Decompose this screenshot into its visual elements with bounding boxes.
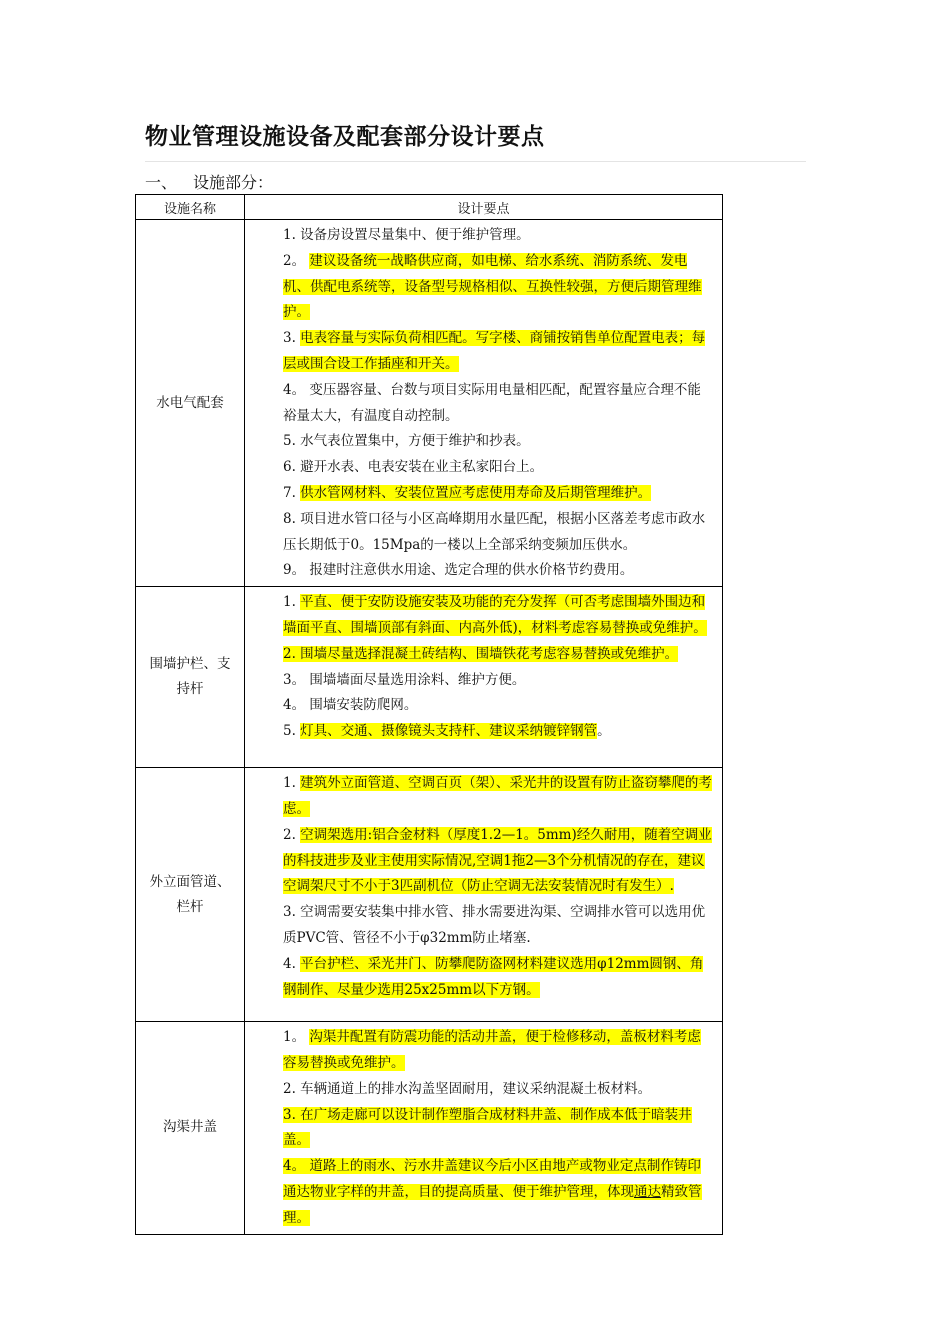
design-points-cell — [245, 587, 723, 768]
design-point — [283, 378, 714, 430]
design-point — [283, 558, 714, 584]
design-point-text: 5. 水气表位置集中，方便于维护和抄表。 — [283, 433, 530, 450]
design-point — [283, 719, 714, 745]
section-number: 一、 — [145, 173, 178, 192]
design-point-text: 8. 项目进水管口径与小区高峰期用水量匹配，根据小区落差考虑市政水压长期低于0。15Mpa的一楼以上全部采纳变频加压供水。 — [283, 510, 706, 553]
design-point — [283, 1025, 714, 1077]
design-point-text: 1. — [283, 594, 301, 611]
design-point-text: 通达 — [634, 1183, 661, 1200]
design-point — [283, 1103, 714, 1155]
design-point-text: 4。 变压器容量、台数与项目实际用电量相匹配，配置容量应合理不能裕量太大，有温度自动控制。 — [283, 381, 701, 424]
facility-name-cell: 围墙护栏、支持杆 — [136, 587, 245, 768]
design-point-text: 1. — [283, 775, 301, 792]
design-point — [283, 249, 714, 326]
design-point-text: 3. — [283, 330, 301, 347]
design-points-cell — [245, 220, 723, 587]
facility-name-cell: 水电气配套 — [136, 220, 245, 587]
design-point-text: 1。 — [283, 1029, 310, 1046]
design-point — [283, 693, 714, 719]
design-point — [283, 1077, 714, 1103]
design-point-text: 5. — [283, 723, 301, 740]
design-point-text: 2。 — [283, 252, 310, 269]
design-point-text: 7. — [283, 484, 301, 501]
facility-name-cell: 沟渠井盖 — [136, 1022, 245, 1234]
design-points-cell — [245, 1022, 723, 1234]
table-row — [136, 220, 723, 587]
design-point-text: 电表容量与实际负荷相匹配。写字楼、商铺按销售单位配置电表；每层或围合设工作插座和开关。 — [283, 330, 706, 372]
design-point-text: 3。 围墙墙面尽量选用涂料、维护方便。 — [283, 671, 526, 688]
design-point — [283, 823, 714, 900]
design-point-text: 6. 避开水表、电表安装在业主私家阳台上。 — [283, 459, 544, 476]
design-point — [283, 429, 714, 455]
table-row — [136, 1022, 723, 1234]
design-points-cell — [245, 768, 723, 1022]
design-point-text: 3. 空调需要安装集中排水管、排水需要进沟渠、空调排水管可以选用优质PVC管、管径不小于φ32mm防止堵塞. — [283, 904, 706, 946]
table-header-row — [136, 195, 723, 220]
design-point — [283, 590, 714, 642]
design-point — [283, 771, 714, 823]
design-point-text: 1. 设备房设置尽量集中、便于维护管理。 — [283, 227, 530, 243]
design-point-text: 建议设备统一战略供应商，如电梯、给水系统、消防系统、发电机、供配电系统等，设备型号规格相似、互换性较强，方便后期管理维护。 — [283, 252, 702, 321]
design-point — [283, 223, 714, 249]
header-design-points: 设计要点 — [245, 195, 723, 220]
design-point-text: 平台护栏、采光井门、防攀爬防盗网材料建议选用φ12mm圆钢、角钢制作、尽量少选用25x25mm以下方钢。 — [283, 955, 704, 998]
table-row — [136, 587, 723, 768]
design-point — [283, 642, 714, 668]
design-point-text: 2. 围墙尽量选择混凝土砖结构、围墙铁花考虑容易替换或免维护。 — [283, 645, 679, 662]
design-point-text: 2. — [283, 826, 301, 843]
section-heading — [145, 170, 273, 193]
design-point — [283, 455, 714, 481]
design-point-text: 4。 围墙安装防爬网。 — [283, 697, 418, 714]
design-point — [283, 481, 714, 507]
facility-name-cell: 外立面管道、栏杆 — [136, 768, 245, 1022]
design-point-text: 空调架选用:铝合金材料（厚度1.2—1。5mm)经久耐用，随着空调业的科技进步及业主使用实际情况,空调1拖2—3个分机情况的存在，建议空调架尺寸不小于3匹副机位（防止空调无法安装情况时有发生）. — [283, 826, 712, 895]
design-point-text: 供水管网材料、安装位置应考虑使用寿命及后期管理维护。 — [300, 484, 652, 501]
design-point — [283, 952, 714, 1004]
design-point — [283, 507, 714, 559]
document-title: 物业管理设施设备及配套部分设计要点 — [145, 123, 545, 150]
design-point — [283, 1154, 714, 1231]
design-point — [283, 900, 714, 952]
design-point — [283, 326, 714, 378]
table-row — [136, 768, 723, 1022]
design-point-text: 建筑外立面管道、空调百页（架）、采光井的设置有防止盗窃攀爬的考虑。 — [283, 775, 712, 817]
design-point-text: 精致管理。 — [283, 1183, 702, 1226]
title-divider — [145, 161, 806, 162]
design-point — [283, 668, 714, 694]
design-point-text: 9。 报建时注意供水用途、选定合理的供水价格节约费用。 — [283, 562, 634, 579]
section-title: 设施部分： — [193, 173, 274, 192]
header-facility-name: 设施名称 — [136, 195, 245, 220]
design-point-text: 平直、便于安防设施安装及功能的充分发挥（可否考虑围墙外围边和墙面平直、围墙顶部有斜面、内高外低)，材料考虑容易替换或免维护。 — [283, 594, 707, 636]
design-point-text: 4。 道路上的雨水、污水井盖建议今后小区由地产或物业定点制作铸印通达物业字样的井盖，目的提高质量、便于维护管理，体现 — [283, 1158, 701, 1200]
design-point-text: 3. 在广场走廊可以设计制作塑脂合成材料井盖、制作成本低于暗装井盖。 — [283, 1106, 692, 1149]
design-point-text: 沟渠井配置有防震功能的活动井盖，便于检修移动，盖板材料考虑容易替换或免维护。 — [283, 1029, 701, 1071]
facility-design-table — [135, 194, 723, 1235]
design-point-text: 4. — [283, 955, 301, 972]
design-point-text: 。 — [597, 723, 611, 740]
design-point-text: 2. 车辆通道上的排水沟盖坚固耐用，建议采纳混凝土板材料。 — [283, 1080, 652, 1097]
design-point-text: 灯具、交通、摄像镜头支持杆、建议采纳镀锌钢管 — [300, 723, 598, 740]
